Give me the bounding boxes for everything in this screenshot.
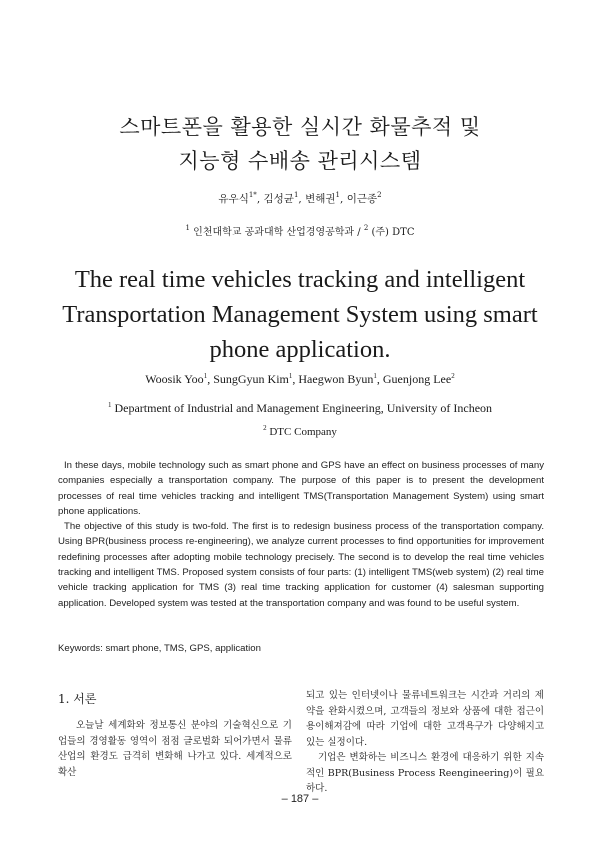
body-paragraph: 오늘날 세계화와 정보통신 분야의 기술혁신으로 기업들의 경영활동 영역이 점점 글로벌화 되어가면서 물류산업의 환경도 급격히 변화해 나가고 있다. 세계적으로 확산 (58, 720, 292, 778)
section-heading: 1. 서론 (58, 692, 97, 706)
author-mark: 2 (451, 372, 455, 380)
affiliation-text: (주) DTC (371, 227, 415, 238)
author-mark: 1 (335, 191, 340, 199)
abstract-paragraph-2: The objective of this study is two-fold. The first is to redesign business process of the transportation company. Using BPR(business process re-engineering), we analyze current processes to find opportunities for improvement redefining processes after adopting mobile technology precisely. The second is to develop the real time vehicles tracking and intelligent TMS. Proposed system consists of four parts: (1) intelligent TMS(web system) (2) real time vehicle tracking application for TMS (3) real time tracking application for customer (4) salesman supporting application. Developed system was tested at the transportation company and was found to be useful system. (58, 521, 544, 609)
english-title (0, 262, 600, 367)
author-name: 변해권 (305, 193, 336, 205)
affiliation-text: DTC Company (269, 426, 337, 438)
abstract-paragraph-1: In these days, mobile technology such as smart phone and GPS have an effect on business processes of many companies especially a transportation company. The purpose of this paper is to present the development processes of real time vehicles tracking and intelligent TMS(Transportation Management System) using smart phone applications. (58, 460, 544, 517)
english-title-line3: phone application. (209, 336, 391, 363)
author-name: 유우식 (218, 193, 249, 205)
author-mark: 1 (373, 372, 377, 380)
english-affiliation-1 (0, 401, 600, 416)
korean-authors: 유우식$^{1*}$, 김성균$^1$, 변해권$^1$, 이근종$^2$ (218, 191, 382, 205)
author-mark: 1* (248, 191, 257, 199)
english-title-line2: Transportation Management System using smart (62, 301, 538, 328)
affiliation-mark: 2 (363, 224, 369, 232)
author-name: Woosik Yoo (145, 372, 204, 386)
author-mark: 1 (293, 191, 299, 199)
author-mark: 2 (377, 191, 382, 199)
affiliation-mark: 2 (263, 424, 267, 432)
author-name: Haegwon Byun (298, 372, 374, 386)
english-affiliation-2 (0, 426, 600, 438)
page-number: – 187 – (281, 793, 319, 805)
affiliation-mark: 1 (185, 224, 190, 232)
english-title-line1: The real time vehicles tracking and intelligent (74, 266, 526, 293)
english-authors: Woosik Yoo$^1$, SungGyun Kim$^1$, Haegwon Byun$^1$, Guenjong Lee$^2$ (145, 372, 455, 386)
abstract (58, 458, 544, 611)
author-name: Guenjong Lee (382, 372, 452, 386)
author-name: 이근종 (346, 193, 378, 205)
author-mark: 1 (288, 372, 293, 380)
korean-title-line2: 지능형 수배송 관리시스템 (178, 149, 422, 173)
affiliation-text: 인천대학교 공과대학 산업경영공학과 / (193, 227, 361, 238)
author-name: SungGyun Kim (213, 372, 289, 386)
body-paragraph: 되고 있는 인터넷이나 물류네트워크는 시간과 거리의 제약을 완화시켰으며, 고객들의 정보와 상품에 대한 접근이 용이해져감에 따라 기업에 대한 고객욕구가 다양해지고 있는 실정이다. (306, 690, 544, 748)
affiliation-mark: 1 (107, 401, 112, 409)
keywords: Keywords: smart phone, TMS, GPS, application (58, 643, 261, 654)
author-name: 김성균 (263, 193, 294, 205)
korean-affiliation (0, 223, 600, 238)
korean-title-line1: 스마트폰을 활용한 실시간 화물추적 및 (119, 115, 481, 139)
body-paragraph: 기업은 변화하는 비즈니스 환경에 대응하기 위한 지속적인 BPR(Business Process Reengineering)이 필요하다. (306, 752, 544, 794)
body-left-column (58, 718, 292, 780)
affiliation-text: Department of Industrial and Management Engineering, University of Incheon (114, 401, 493, 415)
body-right-column (306, 688, 544, 797)
author-mark: 1 (203, 372, 208, 380)
